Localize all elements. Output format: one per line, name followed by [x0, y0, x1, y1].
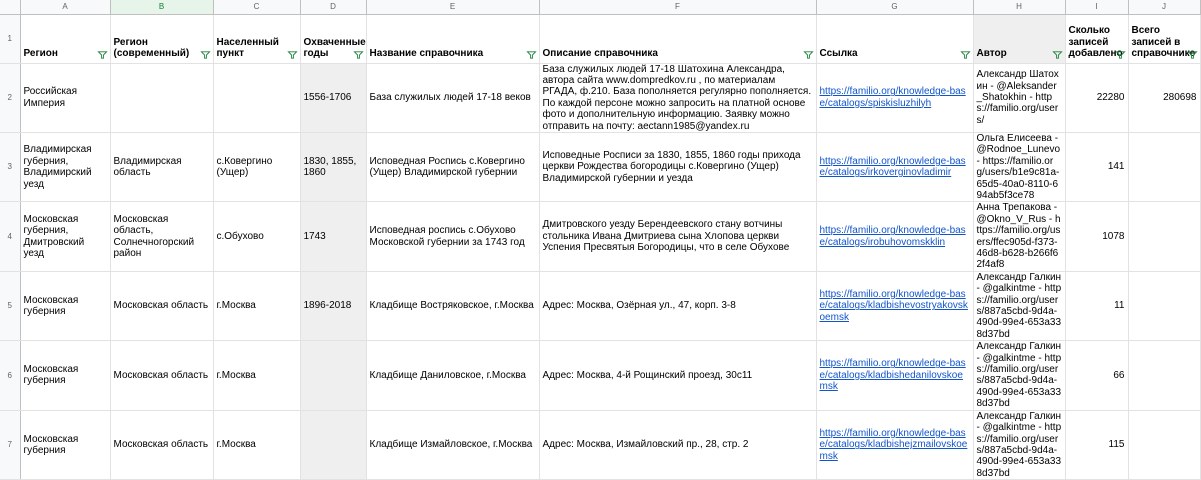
cell-name[interactable]: Кладбище Даниловское, г.Москва	[366, 341, 539, 410]
row-number[interactable]: 3	[0, 132, 20, 201]
cell-author[interactable]	[973, 202, 1065, 271]
cell-region[interactable]: Московская губерния	[20, 271, 110, 340]
row-number[interactable]: 7	[0, 410, 20, 479]
cell-author[interactable]	[973, 271, 1065, 340]
cell-name[interactable]: Исповедная Роспись с.Ковергино (Ущер) Владимирской губернии	[366, 132, 539, 201]
select-all-corner[interactable]	[0, 0, 20, 14]
cell-added[interactable]: 66	[1065, 341, 1128, 410]
cell-link[interactable]	[816, 202, 973, 271]
author-text: Ольга Елисеева - @Rodnoe_Lunevo - https://familio.org/users/b1e9c81a-65d5-40a0-8110-694ab5f3ce78	[976, 132, 1061, 201]
filter-icon[interactable]	[1188, 51, 1197, 59]
cell-total[interactable]	[1128, 202, 1200, 271]
cell-author[interactable]	[973, 341, 1065, 410]
filter-icon[interactable]	[98, 51, 107, 59]
column-header-c[interactable]: C	[213, 0, 300, 14]
cell-settlement[interactable]: г.Москва	[213, 341, 300, 410]
header-label: Регион	[23, 48, 58, 60]
cell-added[interactable]: 115	[1065, 410, 1128, 479]
cell-region[interactable]: Московская губерния	[20, 410, 110, 479]
catalog-link[interactable]: https://familio.org/knowledge-base/catalogs/kladbishedanilovskoemsk	[819, 358, 966, 393]
header-cell-description[interactable]	[539, 14, 816, 63]
cell-region-modern[interactable]: Московская область	[110, 341, 213, 410]
cell-name[interactable]: Исповедная роспись с.Обухово Московской губернии за 1743 год	[366, 202, 539, 271]
header-label: Населенный пункт	[216, 36, 279, 60]
column-header-g[interactable]: G	[816, 0, 973, 14]
cell-link[interactable]	[816, 63, 973, 132]
cell-name[interactable]: База служилых людей 17-18 веков	[366, 63, 539, 132]
author-text: Анна Трепакова - @Okno_V_Rus - https://familio.org/users/ffec905d-f373-46d8-b628-b266f62f4af8	[976, 202, 1061, 271]
cell-link[interactable]	[816, 271, 973, 340]
header-label: Описание справочника	[542, 48, 658, 60]
table-row	[0, 341, 1200, 410]
cell-years[interactable]: 1830, 1855, 1860	[300, 132, 366, 201]
cell-link[interactable]	[816, 341, 973, 410]
cell-region-modern[interactable]	[110, 63, 213, 132]
column-header-b[interactable]: B	[110, 0, 213, 14]
filter-icon[interactable]	[1116, 51, 1125, 59]
cell-total[interactable]	[1128, 271, 1200, 340]
cell-link[interactable]	[816, 132, 973, 201]
column-header-j[interactable]: J	[1128, 0, 1200, 14]
author-text: Александр Галкин - @galkintme - https://familio.org/users/887a5cbd-9d4a-490d-99e4-653a338d37bd	[976, 341, 1062, 410]
author-text: Александр Шатохин - @Aleksander_Shatokhin - https://familio.org/users/	[976, 69, 1059, 126]
cell-region[interactable]: Российская Империя	[20, 63, 110, 132]
table-row	[0, 202, 1200, 271]
cell-years[interactable]: 1896-2018	[300, 271, 366, 340]
filter-icon[interactable]	[527, 51, 536, 59]
cell-settlement[interactable]: г.Москва	[213, 410, 300, 479]
header-row	[0, 14, 1200, 63]
cell-region[interactable]: Московская губерния	[20, 341, 110, 410]
cell-author[interactable]	[973, 63, 1065, 132]
table-row	[0, 271, 1200, 340]
filter-icon[interactable]	[288, 51, 297, 59]
filter-icon[interactable]	[201, 51, 210, 59]
cell-region[interactable]: Владимирская губерния, Владимирский уезд	[20, 132, 110, 201]
cell-added[interactable]: 141	[1065, 132, 1128, 201]
cell-added[interactable]: 1078	[1065, 202, 1128, 271]
catalog-link[interactable]: https://familio.org/knowledge-base/catalogs/kladbishejzmailovskoemsk	[819, 427, 968, 462]
cell-author[interactable]	[973, 132, 1065, 201]
header-cell-name[interactable]	[366, 14, 539, 63]
column-header-d[interactable]: D	[300, 0, 366, 14]
cell-added[interactable]: 22280	[1065, 63, 1128, 132]
cell-description[interactable]: Адрес: Москва, Измайловский пр., 28, стр. 2	[539, 410, 816, 479]
cell-description[interactable]: База служилых людей 17-18 Шатохина Александра, автора сайта www.dompredkov.ru , по материалам РГАДА, ф.210. База пополняется регулярно пополняется. По каждой персоне можно запросить на платной основе фото и дополнительную информацию. Заявку можно отправить на почту: aectann1985@yandex.ru	[539, 63, 816, 132]
header-label: Название справочника	[369, 48, 484, 60]
cell-description[interactable]: Адрес: Москва, 4-й Рощинский проезд, 30с11	[539, 341, 816, 410]
filter-icon[interactable]	[804, 51, 813, 59]
cell-name[interactable]: Кладбище Востряковское, г.Москва	[366, 271, 539, 340]
header-label: Сколько записей добавлено	[1068, 25, 1123, 60]
author-text: Александр Галкин - @galkintme - https://familio.org/users/887a5cbd-9d4a-490d-99e4-653a338d37bd	[976, 410, 1062, 479]
header-label: Всего записей в справочнике	[1131, 25, 1196, 60]
cell-description[interactable]: Адрес: Москва, Озёрная ул., 47, корп. 3-8	[539, 271, 816, 340]
cell-total[interactable]	[1128, 132, 1200, 201]
header-cell-region-modern[interactable]	[110, 14, 213, 63]
catalog-link[interactable]: https://familio.org/knowledge-base/catalogs/irkoverginovladimir	[819, 155, 966, 179]
table-row	[0, 410, 1200, 479]
filter-icon[interactable]	[1053, 51, 1062, 59]
cell-added[interactable]: 11	[1065, 271, 1128, 340]
table-row	[0, 63, 1200, 132]
header-cell-total[interactable]	[1128, 14, 1200, 63]
cell-total[interactable]	[1128, 410, 1200, 479]
cell-settlement[interactable]	[213, 63, 300, 132]
row-number[interactable]: 4	[0, 202, 20, 271]
header-cell-region[interactable]	[20, 14, 110, 63]
catalog-link[interactable]: https://familio.org/knowledge-base/catalogs/irobuhovomskklin	[819, 225, 966, 248]
cell-total[interactable]: 280698	[1128, 63, 1200, 132]
header-cell-settlement[interactable]	[213, 14, 300, 63]
header-cell-author[interactable]	[973, 14, 1065, 63]
filter-icon[interactable]	[961, 51, 970, 59]
header-label: Регион (современный)	[113, 36, 190, 60]
author-text: Александр Галкин - @galkintme - https://familio.org/users/887a5cbd-9d4a-490d-99e4-653a338d37bd	[976, 271, 1062, 340]
cell-years[interactable]	[300, 341, 366, 410]
cell-region[interactable]: Московская губерния, Дмитровский уезд	[20, 202, 110, 271]
cell-author[interactable]	[973, 410, 1065, 479]
cell-total[interactable]	[1128, 341, 1200, 410]
cell-region-modern[interactable]: Московская область	[110, 410, 213, 479]
cell-years[interactable]: 1556-1706	[300, 63, 366, 132]
column-header-e[interactable]: E	[366, 0, 539, 14]
row-number[interactable]: 1	[0, 14, 20, 63]
cell-link[interactable]	[816, 410, 973, 479]
cell-region-modern[interactable]: Московская область, Солнечногорский район	[110, 202, 213, 271]
catalog-link[interactable]: https://familio.org/knowledge-base/catalogs/kladbishevostryakovskoemsk	[819, 288, 968, 323]
row-number[interactable]: 5	[0, 271, 20, 340]
cell-region-modern[interactable]: Московская область	[110, 271, 213, 340]
table-row	[0, 132, 1200, 201]
column-header-f[interactable]: F	[539, 0, 816, 14]
row-number[interactable]: 6	[0, 341, 20, 410]
row-number[interactable]: 2	[0, 63, 20, 132]
column-header-h[interactable]: H	[973, 0, 1065, 14]
header-cell-link[interactable]	[816, 14, 973, 63]
cell-settlement[interactable]: с.Обухово	[213, 202, 300, 271]
header-cell-added[interactable]	[1065, 14, 1128, 63]
cell-name[interactable]: Кладбище Измайловское, г.Москва	[366, 410, 539, 479]
cell-years[interactable]: 1743	[300, 202, 366, 271]
header-label: Ссылка	[819, 48, 858, 60]
column-header-i[interactable]: I	[1065, 0, 1128, 14]
cell-years[interactable]	[300, 410, 366, 479]
column-header-row	[0, 0, 1200, 14]
header-label: Охваченные годы	[303, 36, 366, 60]
cell-description[interactable]: Дмитровского уезду Берендеевского стану вотчины стольника Ивана Дмитриева сына Хлопова церкви Успения Пресвятыя Богородицы, что в селе Обухове	[539, 202, 816, 271]
header-label: Автор	[976, 48, 1007, 60]
cell-region-modern[interactable]: Владимирская область	[110, 132, 213, 201]
catalog-link[interactable]: https://familio.org/knowledge-base/catalogs/spiskisluzhilyh	[819, 86, 966, 109]
cell-settlement[interactable]: с.Ковергино (Ущер)	[213, 132, 300, 201]
cell-settlement[interactable]: г.Москва	[213, 271, 300, 340]
column-header-a[interactable]: A	[20, 0, 110, 14]
filter-icon[interactable]	[354, 51, 363, 59]
cell-description[interactable]: Исповедные Росписи за 1830, 1855, 1860 годы прихода церкви Рождества богородицы с.Ковергино (Ущер) Владимирской губернии и уезда	[539, 132, 816, 201]
header-cell-years[interactable]	[300, 14, 366, 63]
